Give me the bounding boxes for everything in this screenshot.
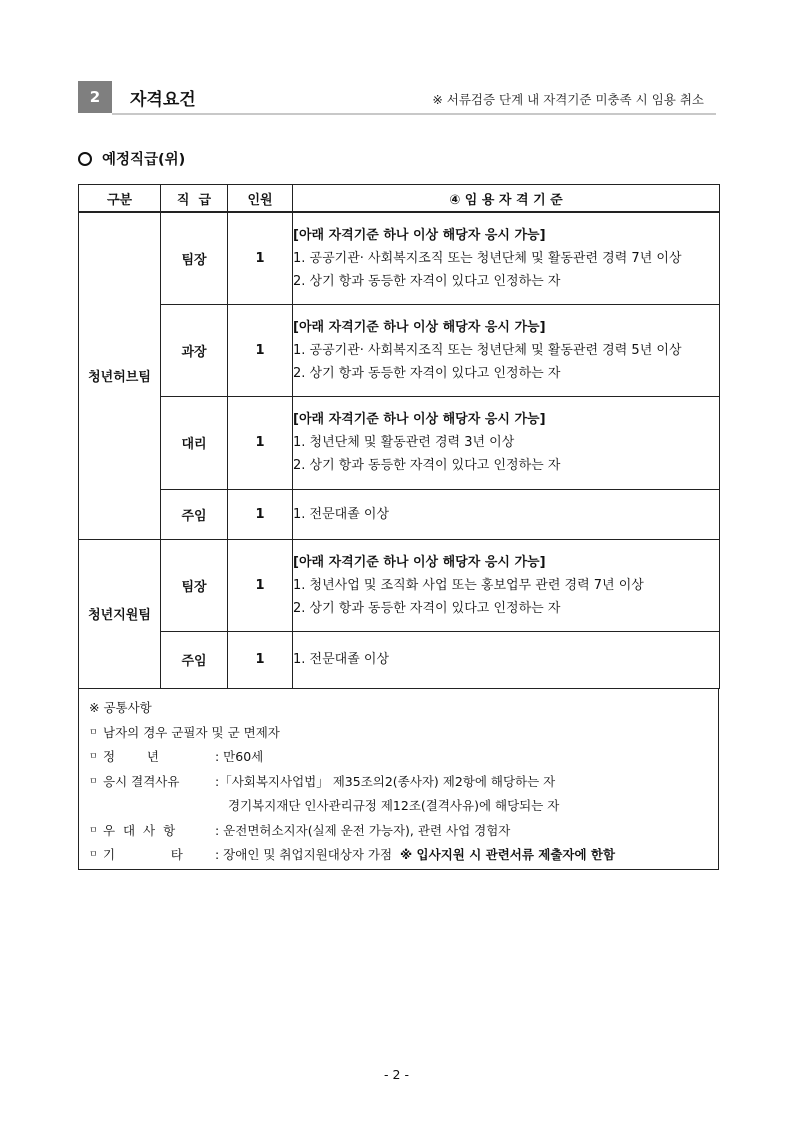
table-header-row (79, 185, 720, 213)
qualification-table (78, 184, 720, 689)
count-cell: 1 (228, 489, 293, 539)
criteria-cell (293, 631, 720, 688)
criteria-item: 1. 청년사업 및 조직화 사업 또는 홍보업무 관련 경력 7년 이상 (293, 577, 644, 593)
circle-bullet-icon (78, 152, 92, 166)
count-cell: 1 (228, 539, 293, 631)
table-row (79, 304, 720, 396)
group-name: 청년지원팀 (79, 539, 161, 688)
subheading (78, 148, 185, 169)
section-number: 2 (78, 81, 112, 113)
header-criteria: ④ 임 용 자 격 기 준 (293, 185, 720, 213)
count-cell: 1 (228, 631, 293, 688)
subheading-text: 예정직급(위) (102, 152, 186, 168)
age-value: : 만60세 (215, 749, 264, 764)
criteria-header: [아래 자격기준 하나 이상 해당자 응시 가능] (293, 554, 546, 570)
rank-cell: 팀장 (161, 212, 228, 304)
list-item (89, 794, 718, 819)
section-title: 자격요건 (130, 90, 196, 110)
list-item (89, 745, 718, 770)
age-label: 정 년 (103, 749, 159, 764)
section-header (78, 79, 716, 115)
table-row (79, 631, 720, 688)
rank-cell: 주임 (161, 489, 228, 539)
criteria-header: [아래 자격기준 하나 이상 해당자 응시 가능] (293, 319, 546, 335)
criteria-header: [아래 자격기준 하나 이상 해당자 응시 가능] (293, 412, 546, 427)
criteria-cell (293, 539, 720, 631)
square-bullet-icon: ㅁ (89, 727, 98, 738)
common-title: ※ 공통사항 (89, 700, 152, 715)
rank-cell: 팀장 (161, 539, 228, 631)
rank-cell: 대리 (161, 396, 228, 489)
table-row (79, 212, 720, 304)
count-cell: 1 (228, 396, 293, 489)
disqualification-value-1: :「사회복지사업법」 제35조의2(종사자) 제2항에 해당하는 자 (215, 773, 556, 789)
square-bullet-icon: ㅁ (89, 776, 98, 787)
list-item (89, 843, 718, 868)
etc-note: ※ 입사지원 시 관련서류 제출자에 한함 (400, 847, 616, 862)
criteria-item: 1. 전문대졸 이상 (293, 652, 390, 667)
list-item (89, 819, 718, 844)
group-name: 청년허브팀 (79, 212, 161, 539)
criteria-item: 2. 상기 항과 동등한 자격이 있다고 인정하는 자 (293, 365, 561, 381)
disqualification-label: 응시 결격사유 (103, 773, 180, 789)
common-requirements (78, 688, 719, 870)
count-cell: 1 (228, 304, 293, 396)
criteria-item: 2. 상기 항과 동등한 자격이 있다고 인정하는 자 (293, 273, 561, 289)
table-row (79, 489, 720, 539)
count-cell: 1 (228, 212, 293, 304)
table-row (79, 396, 720, 489)
criteria-cell (293, 212, 720, 304)
criteria-item: 2. 상기 항과 동등한 자격이 있다고 인정하는 자 (293, 458, 561, 473)
criteria-item: 2. 상기 항과 동등한 자격이 있다고 인정하는 자 (293, 600, 561, 616)
rank-cell: 주임 (161, 631, 228, 688)
list-item (89, 721, 718, 746)
section-note: ※ 서류검증 단계 내 자격기준 미충족 시 임용 취소 (432, 92, 704, 107)
header-division: 구분 (79, 185, 161, 213)
preference-label: 우 대 사 항 (103, 822, 176, 838)
square-bullet-icon: ㅁ (89, 752, 98, 763)
criteria-cell (293, 489, 720, 539)
preference-value: : 운전면허소지자(실제 운전 가능자), 관련 사업 경험자 (215, 822, 511, 838)
criteria-cell (293, 304, 720, 396)
criteria-cell (293, 396, 720, 489)
header-rank: 직 급 (161, 185, 228, 213)
table-row (79, 539, 720, 631)
military-text: 남자의 경우 군필자 및 군 면제자 (103, 724, 280, 740)
criteria-header: [아래 자격기준 하나 이상 해당자 응시 가능] (293, 227, 546, 243)
square-bullet-icon: ㅁ (89, 825, 98, 836)
page-number: - 2 - (384, 1067, 409, 1082)
criteria-item: 1. 공공기관· 사회복지조직 또는 청년단체 및 활동관련 경력 7년 이상 (293, 250, 682, 266)
criteria-item: 1. 공공기관· 사회복지조직 또는 청년단체 및 활동관련 경력 5년 이상 (293, 342, 682, 358)
etc-label: 기 타 (103, 847, 183, 862)
square-bullet-icon: ㅁ (89, 850, 98, 861)
section-divider (112, 113, 716, 115)
rank-cell: 과장 (161, 304, 228, 396)
header-count: 인원 (228, 185, 293, 213)
criteria-item: 1. 청년단체 및 활동관련 경력 3년 이상 (293, 435, 515, 450)
list-item (89, 770, 718, 795)
disqualification-value-2: 경기복지재단 인사관리규정 제12조(결격사유)에 해당되는 자 (228, 798, 560, 813)
criteria-item: 1. 전문대졸 이상 (293, 506, 390, 522)
etc-value: : 장애인 및 취업지원대상자 가점 (215, 847, 393, 862)
